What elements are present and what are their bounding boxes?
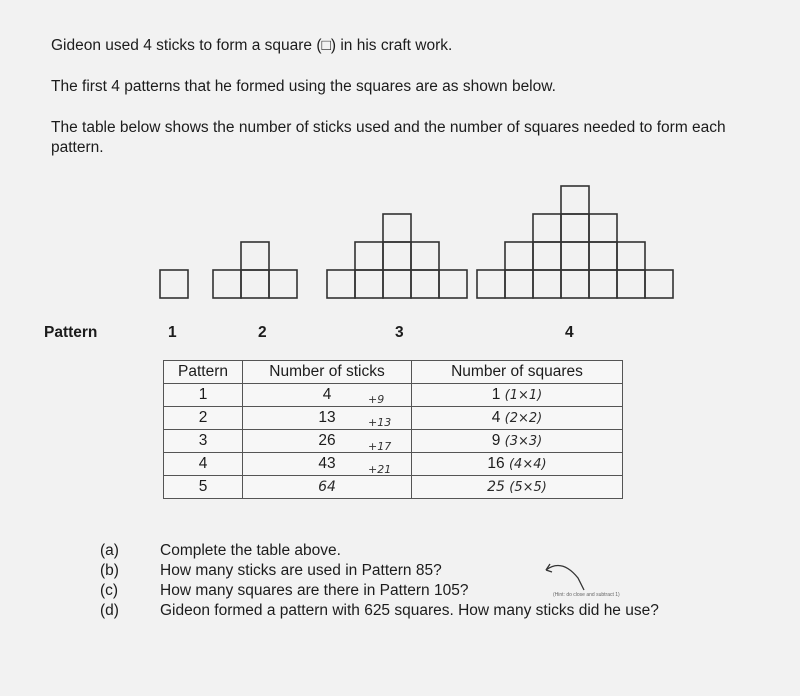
question-label: (a) (100, 542, 119, 559)
pattern-2-square (241, 270, 269, 298)
cell-sticks: 13 (243, 407, 412, 430)
handwritten-hint: (Hint: do close and subtract 1) (553, 592, 620, 598)
header-squares: Number of squares (412, 361, 623, 384)
squares-note: (2×2) (504, 411, 543, 426)
pattern-number-3: 3 (395, 324, 404, 341)
pattern-4-square (505, 242, 533, 270)
intro-line-3: The table below shows the number of sticks used and the number of squares needed to form each pattern. (51, 119, 726, 156)
cell-squares (412, 453, 623, 476)
table-row (164, 430, 623, 453)
squares-value: 9 (491, 432, 501, 449)
cell-pattern: 1 (164, 384, 243, 407)
difference-note: +13 (368, 416, 392, 429)
pattern-2-square (241, 242, 269, 270)
pattern-row-label: Pattern (44, 324, 98, 341)
question-text: How many sticks are used in Pattern 85? (160, 562, 442, 579)
intro-line-2: The first 4 patterns that he formed using the squares are as shown below. (51, 78, 556, 95)
pattern-4-square (533, 214, 561, 242)
pattern-4-square (533, 270, 561, 298)
sticks-squares-table (163, 360, 623, 499)
header-sticks: Number of sticks (243, 361, 412, 384)
squares-note: (1×1) (504, 388, 543, 403)
squares-value: 16 (487, 455, 505, 472)
difference-note: +21 (368, 463, 392, 476)
question-a (100, 542, 341, 560)
hint-arrow-icon (540, 556, 590, 596)
sticks-handwritten: 64 (318, 479, 336, 495)
pattern-4-square (505, 270, 533, 298)
cell-pattern: 5 (164, 476, 243, 499)
squares-value: 4 (491, 409, 501, 426)
pattern-4-square (561, 242, 589, 270)
table-header-row (164, 361, 623, 384)
pattern-4-square (589, 242, 617, 270)
question-label: (d) (100, 602, 119, 619)
pattern-4-square (617, 242, 645, 270)
squares-value: 1 (491, 386, 501, 403)
pattern-1-square (160, 270, 188, 298)
table-row (164, 476, 623, 499)
cell-pattern: 4 (164, 453, 243, 476)
squares-note: (4×4) (508, 457, 547, 472)
difference-note: +17 (368, 440, 392, 453)
pattern-number-2: 2 (258, 324, 267, 341)
pattern-3-square (383, 242, 411, 270)
question-label: (b) (100, 562, 119, 579)
question-text: Complete the table above. (160, 542, 341, 559)
pattern-3-square (383, 214, 411, 242)
intro-line-1: Gideon used 4 sticks to form a square (□) in his craft work. (51, 37, 453, 54)
squares-value: 25 (487, 479, 505, 495)
table-row (164, 384, 623, 407)
cell-squares (412, 407, 623, 430)
table-row (164, 407, 623, 430)
question-text: Gideon formed a pattern with 625 squares. How many sticks did he use? (160, 602, 659, 619)
cell-squares (412, 384, 623, 407)
cell-sticks (243, 476, 412, 499)
pattern-2-square (269, 270, 297, 298)
cell-squares (412, 476, 623, 499)
question-b (100, 562, 442, 580)
pattern-3-square (411, 270, 439, 298)
cell-sticks: 4 (243, 384, 412, 407)
pattern-number-1: 1 (168, 324, 177, 341)
pattern-3-square (383, 270, 411, 298)
cell-pattern: 3 (164, 430, 243, 453)
pattern-3-square (411, 242, 439, 270)
pattern-3-square (355, 270, 383, 298)
question-c (100, 582, 468, 600)
pattern-2-square (213, 270, 241, 298)
pattern-3-square (355, 242, 383, 270)
pattern-3-square (327, 270, 355, 298)
pattern-number-4: 4 (565, 324, 574, 341)
pattern-4-square (561, 186, 589, 214)
cell-sticks: 26 (243, 430, 412, 453)
cell-squares (412, 430, 623, 453)
squares-note: (5×5) (509, 480, 547, 495)
pattern-4-square (477, 270, 505, 298)
question-label: (c) (100, 582, 119, 599)
pattern-4-square (533, 242, 561, 270)
table-row (164, 453, 623, 476)
pattern-4-square (617, 270, 645, 298)
pattern-4-square (589, 214, 617, 242)
pattern-4-square (561, 214, 589, 242)
pattern-4-square (645, 270, 673, 298)
difference-note: +9 (368, 393, 385, 406)
squares-note: (3×3) (504, 434, 543, 449)
question-d (100, 602, 659, 620)
square-patterns-figure (0, 0, 800, 320)
question-text: How many squares are there in Pattern 105? (160, 582, 469, 599)
header-pattern: Pattern (164, 361, 243, 384)
cell-sticks: 43 (243, 453, 412, 476)
pattern-4-square (589, 270, 617, 298)
pattern-3-square (439, 270, 467, 298)
pattern-4-square (561, 270, 589, 298)
cell-pattern: 2 (164, 407, 243, 430)
